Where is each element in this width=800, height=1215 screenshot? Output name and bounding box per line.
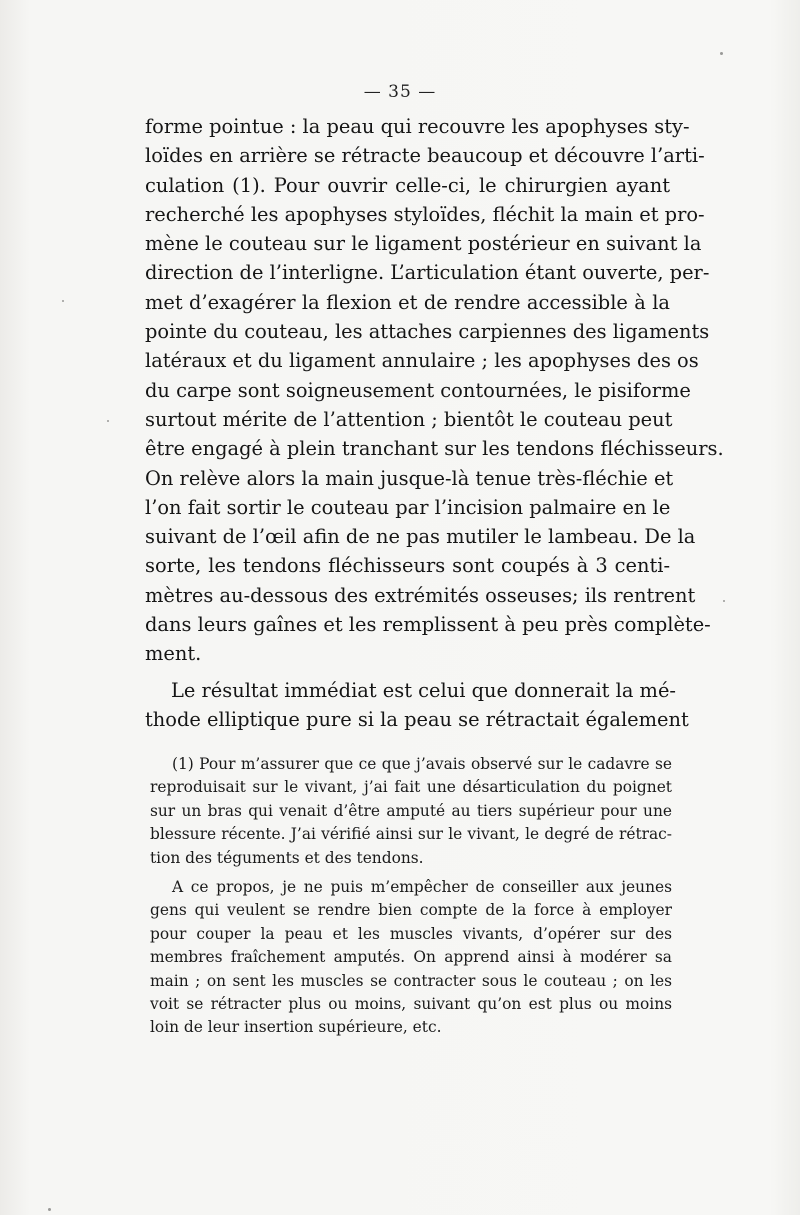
text-line: surtout mérite de l’attention ; bientôt le couteau peut bbox=[145, 407, 673, 431]
paper-speck bbox=[723, 600, 725, 602]
text-line: culation (1). Pour ouvrir celle-ci, le chirurgien ayant bbox=[145, 173, 670, 197]
body-text bbox=[145, 112, 724, 734]
paragraph bbox=[145, 676, 689, 735]
text-line: On relève alors la main jusque-là tenue très-fléchie et bbox=[145, 466, 674, 490]
text-line: dans leurs gaînes et les remplissent à peu près complète- bbox=[145, 613, 711, 637]
page-number: — 35 — bbox=[363, 82, 437, 102]
text-line: direction de l’interligne. L’articulation étant ouverte, per- bbox=[145, 261, 710, 285]
text-line: pointe du couteau, les attaches carpiennes des ligaments bbox=[145, 320, 710, 344]
text-line: suivant de l’œil afin de ne pas mutiler le lambeau. De la bbox=[145, 525, 696, 549]
footnote-line: reproduisait sur le vivant, j’ai fait une désarticulation du poignet bbox=[150, 778, 672, 797]
footnote-line: main ; on sent les muscles se contracter sous le couteau ; on les bbox=[150, 971, 672, 990]
paper-speck bbox=[720, 52, 723, 55]
footnote-line: pour couper la peau et les muscles vivants, d’opérer sur des bbox=[150, 924, 672, 943]
footnotes bbox=[150, 753, 672, 1040]
text-line: forme pointue : la peau qui recouvre les apophyses sty- bbox=[145, 115, 690, 138]
paragraph bbox=[145, 112, 724, 669]
text-line: l’on fait sortir le couteau par l’incision palmaire en le bbox=[145, 495, 671, 519]
text-line: mène le couteau sur le ligament postérieur en suivant la bbox=[145, 232, 702, 256]
footnote-line: (1) Pour m’assurer que ce que j’avais observé sur le cadavre se bbox=[172, 755, 672, 773]
footnote-line: gens qui veulent se rendre bien compte de la force à employer bbox=[150, 901, 672, 920]
text-line: latéraux et du ligament annulaire ; les apophyses des os bbox=[145, 349, 699, 373]
footnote-line: blessure récente. J’ai vérifié ainsi sur le vivant, le degré de rétrac- bbox=[150, 825, 672, 844]
footnote bbox=[150, 876, 672, 1040]
paper-speck bbox=[62, 300, 64, 302]
footnote bbox=[150, 753, 672, 870]
text-line: Le résultat immédiat est celui que donnerait la mé- bbox=[171, 678, 676, 702]
text-line: ment. bbox=[145, 642, 202, 666]
text-line: du carpe sont soigneusement contournées, le pisiforme bbox=[145, 378, 691, 402]
footnote-line: loin de leur insertion supérieure, etc. bbox=[150, 1018, 442, 1037]
footnote-line: A ce propos, je ne puis m’empêcher de conseiller aux jeunes bbox=[172, 877, 672, 896]
footnote-line: voit se rétracter plus ou moins, suivant qu’on est plus ou moins bbox=[150, 994, 672, 1013]
text-line: loïdes en arrière se rétracte beaucoup et découvre l’arti- bbox=[145, 144, 705, 168]
text-line: thode elliptique pure si la peau se rétractait également bbox=[145, 707, 689, 731]
text-line: sorte, les tendons fléchisseurs sont coupés à 3 centi- bbox=[145, 554, 670, 578]
footnote-line: membres fraîchement amputés. On apprend ainsi à modérer sa bbox=[150, 948, 672, 967]
text-line: recherché les apophyses styloïdes, fléchit la main et pro- bbox=[145, 202, 705, 226]
paper-speck bbox=[107, 420, 109, 422]
text-line: mètres au-dessous des extrémités osseuses; ils rentrent bbox=[145, 583, 696, 607]
paper-speck bbox=[48, 1208, 51, 1211]
footnote-line: tion des téguments et des tendons. bbox=[150, 848, 424, 867]
text-line: met d’exagérer la flexion et de rendre accessible à la bbox=[145, 290, 670, 314]
text-line: être engagé à plein tranchant sur les tendons fléchisseurs. bbox=[145, 437, 724, 461]
footnote-line: sur un bras qui venait d’être amputé au tiers supérieur pour une bbox=[150, 801, 672, 820]
